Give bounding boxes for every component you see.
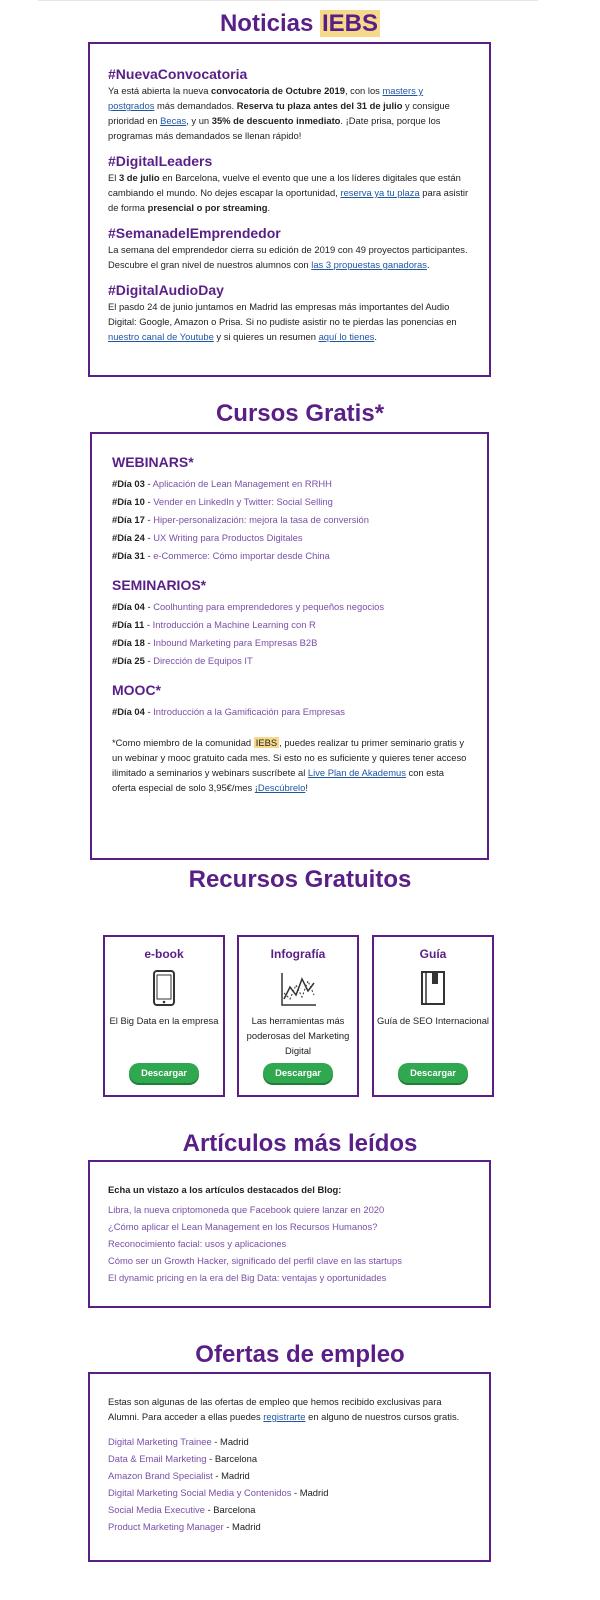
seminarios-list [112, 599, 467, 668]
news-body [108, 170, 471, 215]
card-title: Infografía [270, 947, 326, 961]
job-row [108, 1451, 471, 1466]
job-row [108, 1434, 471, 1449]
news-text: . ¡Date prisa, porque los programas más demandados se llenan rápido! [108, 115, 441, 141]
noticias-title-highlight: IEBS [322, 10, 379, 37]
course-link[interactable]: e-Commerce: Cómo importar desde China [153, 550, 330, 561]
job-link[interactable]: Data & Email Marketing [108, 1453, 207, 1464]
seminarios-title: SEMINARIOS* [112, 577, 207, 593]
masters-link[interactable]: masters y postgrados [108, 85, 424, 111]
day-label: #Día 31 [112, 550, 145, 561]
registrarte-link[interactable]: registrarte [263, 1411, 306, 1422]
cursos-title: Cursos Gratis* [215, 400, 385, 427]
job-row [108, 1485, 471, 1500]
job-city: - Madrid [212, 1470, 250, 1481]
list-item: #Día 24 - UX Writing para Productos Digitales [112, 532, 303, 543]
articulos-intro: Echa un vistazo a los artículos destacados del Blog: [108, 1184, 342, 1195]
list-item: #Día 04 - Introducción a la Gamificación para Empresas [112, 706, 345, 717]
job-city: - Madrid [211, 1436, 249, 1447]
news-text: y si quieres un resumen [213, 331, 319, 342]
empleo-intro-text: Estas son algunas de las ofertas de empleo que hemos recibido exclusivas para Alumni. Para acceder a ellas puedes [108, 1396, 442, 1422]
course-link[interactable]: Hiper-personalización: mejora la tasa de conversión [153, 514, 369, 525]
empleo-title: Ofertas de empleo [195, 1341, 405, 1368]
card-description: Las herramientas más poderosas del Marketing Digital [246, 1015, 350, 1056]
news-body [108, 242, 471, 272]
youtube-link[interactable]: nuestro canal de Youtube [108, 331, 214, 342]
resumen-link[interactable]: aquí lo tienes [318, 331, 375, 342]
card-title: e-book [144, 947, 184, 961]
news-text: El pasdo 24 de junio juntamos en Madrid las empresas más importantes del Audio Digital: Google, Amazon o Prisa. Si no pudiste asistir no te pierdas las ponencias en [108, 301, 457, 327]
list-item: #Día 25 - Dirección de Equipos IT [112, 655, 253, 666]
course-link[interactable]: Dirección de Equipos IT [153, 655, 253, 666]
article-link[interactable]: ¿Cómo aplicar el Lean Management en los Recursos Humanos? [108, 1221, 378, 1232]
news-item [108, 153, 471, 215]
news-text: . [267, 202, 271, 213]
news-text-bold: 3 de julio [118, 172, 160, 183]
book-icon [374, 969, 492, 1009]
news-body [108, 299, 471, 344]
card-description: Guía de SEO Internacional [376, 1015, 490, 1026]
news-hashtag: #DigitalAudioDay [108, 282, 224, 298]
cursos-note [112, 735, 467, 795]
live-plan-link[interactable]: Live Plan de Akademus [307, 767, 406, 778]
chart-icon [239, 969, 357, 1009]
news-text-bold: Reserva tu plaza antes del 31 de julio [236, 100, 403, 111]
news-text-bold: presencial o por streaming [147, 202, 268, 213]
day-label: #Día 10 [112, 496, 145, 507]
news-text: para asistir de forma [108, 187, 469, 213]
job-city: - Barcelona [204, 1504, 256, 1515]
news-hashtag: #SemanadelEmprendedor [108, 225, 281, 241]
news-text: más demandados. [154, 100, 237, 111]
tablet-icon [105, 969, 223, 1009]
course-link[interactable]: Aplicación de Lean Management en RRHH [152, 478, 332, 489]
news-text: y consigue prioridad en [108, 100, 450, 126]
day-label: #Día 03 [112, 478, 145, 489]
webinars-title: WEBINARS* [112, 454, 194, 470]
news-text-bold: 35% de descuento inmediato [211, 115, 341, 126]
reserva-plaza-link[interactable]: reserva ya tu plaza [340, 187, 420, 198]
job-row [108, 1502, 471, 1517]
mooc-list [112, 704, 467, 719]
top-divider [38, 0, 538, 1]
list-item: #Día 17 - Hiper-personalización: mejora la tasa de conversión [112, 514, 369, 525]
note-text: ! [305, 782, 308, 793]
job-link[interactable]: Amazon Brand Specialist [108, 1470, 213, 1481]
card-description: El Big Data en la empresa [109, 1015, 219, 1026]
job-row [108, 1519, 471, 1534]
job-city: - Madrid [223, 1521, 261, 1532]
webinars-list [112, 476, 467, 563]
propuestas-link[interactable]: las 3 propuestas ganadoras [311, 259, 427, 270]
job-row [108, 1468, 471, 1483]
descubrelo-link[interactable]: ¡Descúbrelo [254, 782, 306, 793]
noticias-title-text: Noticias [219, 10, 320, 37]
news-text: , con los [344, 85, 383, 96]
news-text-bold: convocatoria de Octubre 2019 [211, 85, 345, 96]
news-item [108, 66, 471, 143]
articulos-box [88, 1160, 491, 1308]
news-hashtag: #DigitalLeaders [108, 153, 213, 169]
course-link[interactable]: Introducción a la Gamificación para Empresas [153, 706, 345, 717]
resource-card-infografia [237, 935, 359, 1097]
course-link[interactable]: Coolhunting para emprendedores y pequeños negocios [153, 601, 385, 612]
course-link[interactable]: Vender en LinkedIn y Twitter: Social Selling [153, 496, 333, 507]
job-link[interactable]: Digital Marketing Social Media y Contenidos [108, 1487, 292, 1498]
news-text: La semana del emprendedor cierra su edición de 2019 con 49 proyectos participantes. Descubre el gran nivel de nuestros alumnos con [108, 244, 468, 270]
article-link[interactable]: Reconocimiento facial: usos y aplicaciones [108, 1238, 287, 1249]
articulos-title: Artículos más leídos [182, 1130, 418, 1157]
note-highlight: IEBS [255, 737, 278, 748]
note-text: *Como miembro de la comunidad [112, 737, 254, 748]
news-item [108, 282, 471, 344]
news-hashtag: #NuevaConvocatoria [108, 66, 248, 82]
list-item: #Día 31 - e-Commerce: Cómo importar desde China [112, 550, 330, 561]
news-text: El [108, 172, 119, 183]
noticias-title [0, 10, 600, 38]
resource-card-ebook [103, 935, 225, 1097]
day-label: #Día 04 [112, 706, 145, 717]
empleo-box [88, 1372, 491, 1562]
news-item [108, 225, 471, 272]
list-item: #Día 18 - Inbound Marketing para Empresas B2B [112, 637, 318, 648]
card-title: Guía [419, 947, 447, 961]
article-link[interactable]: Cómo ser un Growth Hacker, significado del perfil clave en las startups [108, 1255, 402, 1266]
job-city: - Madrid [291, 1487, 329, 1498]
becas-link[interactable]: Becas [160, 115, 187, 126]
day-label: #Día 25 [112, 655, 145, 666]
job-link[interactable]: Product Marketing Manager [108, 1521, 224, 1532]
job-city: - Barcelona [206, 1453, 258, 1464]
day-label: #Día 11 [112, 619, 145, 630]
list-item: #Día 11 - Introducción a Machine Learning con R [112, 619, 316, 630]
empleo-intro-text: en alguno de nuestros cursos gratis. [305, 1411, 460, 1422]
list-item: #Día 03 - Aplicación de Lean Management en RRHH [112, 478, 332, 489]
news-text: . [374, 331, 377, 342]
course-link[interactable]: Inbound Marketing para Empresas B2B [153, 637, 318, 648]
list-item: #Día 04 - Coolhunting para emprendedores y pequeños negocios [112, 601, 385, 612]
news-text: Ya está abierta la nueva [108, 85, 212, 96]
download-button[interactable]: Descargar [398, 1063, 468, 1083]
note-text: con esta oferta especial de solo 3,95€/mes [112, 767, 444, 793]
day-label: #Día 04 [112, 601, 145, 612]
mooc-title: MOOC* [112, 682, 161, 698]
news-body [108, 83, 471, 143]
news-text: , y un [186, 115, 212, 126]
course-link[interactable]: Introducción a Machine Learning con R [152, 619, 316, 630]
job-link[interactable]: Social Media Executive [108, 1504, 205, 1515]
day-label: #Día 18 [112, 637, 145, 648]
cursos-box [90, 432, 489, 860]
download-button[interactable]: Descargar [129, 1063, 199, 1083]
empleo-intro [108, 1394, 471, 1424]
course-link[interactable]: UX Writing para Productos Digitales [153, 532, 303, 543]
noticias-box [88, 42, 491, 377]
resource-card-guia [372, 935, 494, 1097]
note-text: , puedes realizar tu primer seminario gratis y un webinar y mooc gratuito cada mes. Si esto no es suficiente y quieres tener acceso ilimitado a seminarios y webinars suscríbete al [112, 737, 467, 778]
list-item: #Día 10 - Vender en LinkedIn y Twitter: Social Selling [112, 496, 333, 507]
day-label: #Día 17 [112, 514, 145, 525]
news-text: . [426, 259, 430, 270]
news-text: en Barcelona, vuelve el evento que une a los líderes digitales que están cambiando el mundo. No dejes escapar la oportunidad, [108, 172, 461, 198]
day-label: #Día 24 [112, 532, 145, 543]
job-link[interactable]: Digital Marketing Trainee [108, 1436, 212, 1447]
article-link[interactable]: El dynamic pricing en la era del Big Data: ventajas y oportunidades [108, 1272, 387, 1283]
download-button[interactable]: Descargar [263, 1063, 333, 1083]
recursos-title: Recursos Gratuitos [188, 866, 412, 893]
article-link[interactable]: Libra, la nueva criptomoneda que Facebook quiere lanzar en 2020 [108, 1204, 385, 1215]
